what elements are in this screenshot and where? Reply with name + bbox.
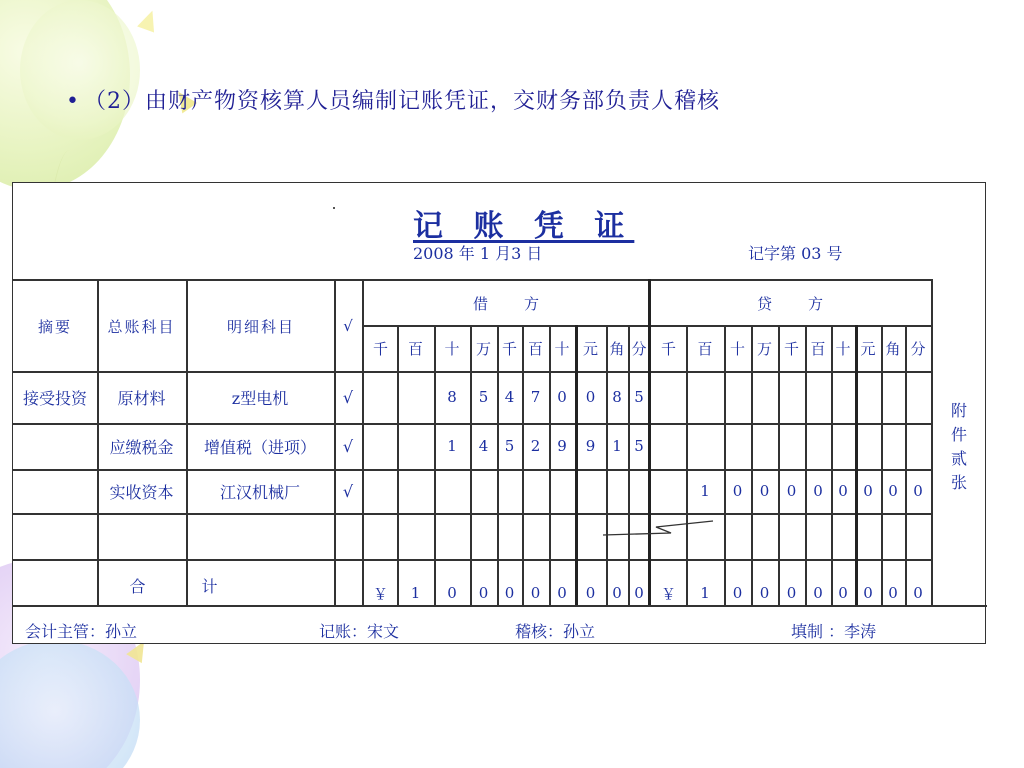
debit-digit: 5 <box>634 388 644 406</box>
credit-digit <box>831 371 855 423</box>
row-summary <box>13 423 97 469</box>
header-detail-account: 明细科目 <box>226 317 295 336</box>
debit-digit <box>522 469 549 513</box>
credit-unit-header: 角 <box>885 339 901 358</box>
attachment-note <box>947 399 971 495</box>
credit-digit <box>881 423 905 469</box>
debit-digit <box>628 469 650 513</box>
debit-digit: 5 <box>478 388 489 406</box>
row-detail-account: 增值税（进项） <box>203 437 316 457</box>
debit-unit-header: 百 <box>527 339 543 358</box>
debit-digit: 8 <box>447 388 457 406</box>
debit-digit: 9 <box>585 437 596 455</box>
credit-digit: 0 <box>759 482 770 500</box>
credit-digit: 0 <box>913 482 923 500</box>
total-debit-digit: 0 <box>585 584 596 602</box>
total-credit-digit: 0 <box>732 584 743 602</box>
row-general-account: 应缴税金 <box>109 437 174 457</box>
debit-unit-header: 百 <box>407 339 423 358</box>
total-credit-digit: 0 <box>913 584 923 602</box>
credit-digit <box>651 469 686 513</box>
debit-digit: 0 <box>557 388 567 406</box>
debit-digit <box>497 469 522 513</box>
total-credit-digit: ￥ <box>660 584 676 603</box>
debit-digit <box>434 469 470 513</box>
debit-unit-header: 角 <box>609 339 625 358</box>
credit-digit <box>905 423 931 469</box>
debit-digit <box>606 469 628 513</box>
credit-digit <box>651 423 686 469</box>
total-debit-digit: 0 <box>634 584 644 602</box>
debit-digit: 4 <box>504 388 515 406</box>
voucher-number: 记字第 03 号 <box>748 244 843 263</box>
debit-unit-header: 分 <box>631 339 647 358</box>
voucher-title: 记 账 凭 证 <box>413 209 635 244</box>
row-check-mark: √ <box>342 481 354 501</box>
credit-unit-header: 万 <box>756 339 772 358</box>
credit-digit: 0 <box>732 482 743 500</box>
attachment-char: 贰 <box>950 449 967 468</box>
credit-digit <box>805 423 831 469</box>
attachment-char: 张 <box>950 473 967 492</box>
row-detail-account: z型电机 <box>231 388 289 408</box>
debit-digit <box>364 469 397 513</box>
credit-unit-header: 分 <box>910 339 926 358</box>
row-summary <box>13 469 97 513</box>
header-check: √ <box>343 317 355 335</box>
row-general-account: 实收资本 <box>109 482 174 502</box>
row-check-mark: √ <box>342 387 354 407</box>
credit-digit: 1 <box>700 482 710 500</box>
debit-digit <box>549 469 575 513</box>
debit-digit: 1 <box>612 437 622 455</box>
slide-text: （2）由财产物资核算人员编制记账凭证，交财务部负责人稽核 <box>83 89 720 114</box>
credit-unit-header: 十 <box>835 339 851 358</box>
debit-unit-header: 千 <box>501 339 517 358</box>
total-label: 合 计 <box>129 576 220 596</box>
row-general-account: 原材料 <box>117 388 166 408</box>
credit-digit <box>805 371 831 423</box>
attachment-char: 附 <box>950 401 967 420</box>
voucher-date: 2008 年 1 月3 日 <box>413 244 543 263</box>
debit-digit <box>364 371 397 423</box>
total-debit-digit: 0 <box>557 584 567 602</box>
total-debit-digit: 1 <box>410 584 421 602</box>
credit-unit-header: 千 <box>783 339 799 358</box>
total-credit-digit: 0 <box>863 584 873 602</box>
credit-digit <box>905 371 931 423</box>
debit-digit: 1 <box>447 437 457 455</box>
footer-bookkeeper: 记账：宋文 <box>319 622 400 641</box>
header-credit: 贷 方 <box>756 294 825 313</box>
balloon-decoration <box>20 0 140 140</box>
credit-digit <box>778 423 805 469</box>
credit-digit <box>831 423 855 469</box>
total-credit-digit: 0 <box>888 584 898 602</box>
total-credit-digit: 0 <box>759 584 770 602</box>
grid-line <box>931 279 933 605</box>
credit-unit-header: 十 <box>729 339 745 358</box>
slide-bullet-text <box>66 84 720 115</box>
total-debit-digit: 0 <box>504 584 515 602</box>
total-credit-digit: 0 <box>838 584 848 602</box>
credit-unit-header: 百 <box>697 339 713 358</box>
credit-unit-header: 百 <box>810 339 826 358</box>
debit-digit: 8 <box>612 388 622 406</box>
credit-digit <box>855 371 881 423</box>
credit-digit: 0 <box>888 482 898 500</box>
credit-digit <box>751 423 778 469</box>
bullet-icon: • <box>66 89 80 114</box>
total-debit-digit: 0 <box>478 584 489 602</box>
credit-unit-header: 千 <box>660 339 676 358</box>
void-scribble-mark <box>601 513 721 543</box>
debit-unit-header: 十 <box>554 339 570 358</box>
credit-digit <box>751 371 778 423</box>
debit-unit-header: 十 <box>444 339 460 358</box>
header-general-account: 总账科目 <box>107 317 176 336</box>
debit-digit <box>397 469 434 513</box>
attachment-char: 件 <box>950 425 967 444</box>
debit-unit-header: 千 <box>372 339 388 358</box>
debit-digit <box>397 423 434 469</box>
total-credit-digit: 0 <box>786 584 797 602</box>
debit-digit: 0 <box>585 388 596 406</box>
credit-digit <box>724 423 751 469</box>
debit-digit <box>575 469 606 513</box>
debit-unit-header: 元 <box>582 339 598 358</box>
footer-preparer: 填制 ：李涛 <box>791 622 877 641</box>
row-summary: 接受投资 <box>22 388 87 408</box>
debit-digit: 5 <box>634 437 644 455</box>
footer-auditor: 稽核：孙立 <box>515 622 596 641</box>
debit-digit: 5 <box>504 437 515 455</box>
accounting-voucher <box>12 182 986 644</box>
credit-digit <box>881 371 905 423</box>
credit-unit-header: 元 <box>860 339 876 358</box>
debit-digit: 2 <box>530 437 541 455</box>
debit-digit: 7 <box>530 388 541 406</box>
row-detail-account: 江汉机械厂 <box>219 482 300 502</box>
debit-digit: 4 <box>478 437 489 455</box>
total-debit-digit: ￥ <box>372 584 388 603</box>
credit-digit <box>778 371 805 423</box>
total-credit-digit: 1 <box>700 584 710 602</box>
confetti-decoration <box>137 8 161 33</box>
row-check-mark: √ <box>342 436 354 456</box>
credit-digit: 0 <box>786 482 797 500</box>
total-debit-digit: 0 <box>530 584 541 602</box>
header-summary: 摘要 <box>37 317 72 336</box>
credit-digit <box>686 423 724 469</box>
total-credit-digit: 0 <box>813 584 823 602</box>
total-debit-digit: 0 <box>612 584 622 602</box>
header-debit: 借 方 <box>472 294 541 313</box>
total-debit-digit: 0 <box>447 584 457 602</box>
debit-digit <box>470 469 497 513</box>
credit-digit <box>686 371 724 423</box>
credit-digit: 0 <box>813 482 823 500</box>
credit-digit <box>651 371 686 423</box>
debit-digit <box>364 423 397 469</box>
debit-digit <box>397 371 434 423</box>
debit-digit: 9 <box>557 437 567 455</box>
grid-line <box>13 513 931 515</box>
credit-digit: 0 <box>838 482 848 500</box>
debit-unit-header: 万 <box>475 339 491 358</box>
credit-digit <box>724 371 751 423</box>
credit-digit: 0 <box>863 482 873 500</box>
stray-dot <box>333 207 335 209</box>
credit-digit <box>855 423 881 469</box>
footer-supervisor: 会计主管：孙立 <box>25 622 138 641</box>
